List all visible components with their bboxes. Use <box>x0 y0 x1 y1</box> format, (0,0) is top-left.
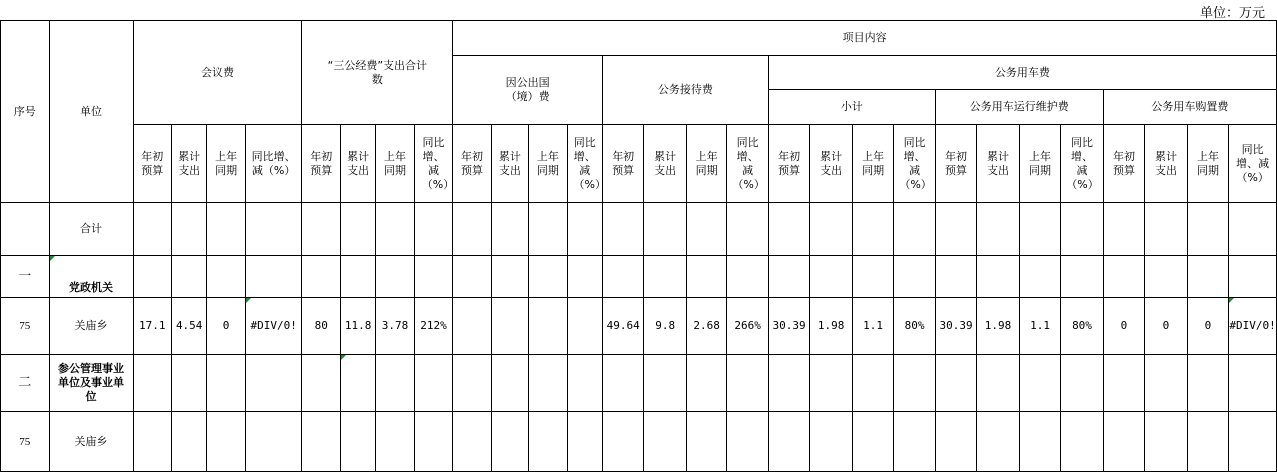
unit-label: 单位：万元 <box>1199 6 1265 21</box>
reception-header: 公务接待费 <box>602 56 768 125</box>
data-cell[interactable] <box>567 298 602 355</box>
comment-flag <box>1229 298 1234 303</box>
data-cell[interactable]: 17.1 <box>133 298 171 355</box>
abroad-header: 因公出国（境）费 <box>453 56 603 125</box>
col-cum: 累计支出 <box>340 125 375 203</box>
col-budget: 年初预算 <box>935 125 976 203</box>
col-prev: 上年同期 <box>1019 125 1060 203</box>
table-row <box>1 298 1277 355</box>
col-prev: 上年同期 <box>1187 125 1228 203</box>
data-cell[interactable]: 30.39 <box>768 298 809 355</box>
col-cum: 累计支出 <box>491 125 528 203</box>
unit-header-bar <box>0 0 1277 21</box>
data-cell[interactable]: 11.8 <box>340 298 375 355</box>
three-public-header: “三公经费”支出合计数 <box>302 21 453 125</box>
data-cell[interactable]: 0 <box>207 298 245 355</box>
seq-cell[interactable]: 一 <box>1 256 50 298</box>
data-cell[interactable]: 80% <box>1061 298 1103 355</box>
col-cum: 累计支出 <box>1145 125 1187 203</box>
col-prev: 上年同期 <box>852 125 893 203</box>
col-cum: 累计支出 <box>977 125 1019 203</box>
col-yoy: 同比增、减（%） <box>727 125 768 203</box>
vehicle-maint-header: 公务用车运行维护费 <box>935 90 1103 125</box>
data-cell[interactable]: 1.98 <box>977 298 1019 355</box>
data-cell[interactable]: 0 <box>1187 298 1228 355</box>
col-prev: 上年同期 <box>686 125 726 203</box>
seq-cell[interactable]: 二 <box>1 355 50 412</box>
meeting-header: 会议费 <box>133 21 302 125</box>
data-cell[interactable]: 3.78 <box>376 298 414 355</box>
col-yoy: 同比增、减（%） <box>1229 125 1277 203</box>
unit-name-cell[interactable]: 关庙乡 <box>49 412 133 472</box>
data-cell[interactable]: 49.64 <box>602 298 643 355</box>
col-budget: 年初预算 <box>133 125 171 203</box>
data-cell[interactable]: 4.54 <box>171 298 206 355</box>
table-row <box>1 412 1277 472</box>
col-budget: 年初预算 <box>302 125 340 203</box>
data-cell[interactable]: 0 <box>1145 298 1187 355</box>
seq-cell[interactable] <box>1 203 50 256</box>
data-cell[interactable] <box>453 298 491 355</box>
col-budget: 年初预算 <box>602 125 643 203</box>
col-prev: 上年同期 <box>376 125 414 203</box>
data-cell[interactable]: 1.1 <box>1019 298 1060 355</box>
table-row-public-units <box>1 355 1277 412</box>
party-label[interactable]: 党政机关 <box>49 256 133 298</box>
col-cum: 累计支出 <box>644 125 686 203</box>
col-yoy: 同比增、减（%） <box>1061 125 1103 203</box>
col-yoy: 同比增、减（%） <box>245 125 302 203</box>
seq-header: 序号 <box>1 21 50 203</box>
data-cell[interactable]: 2.68 <box>686 298 726 355</box>
col-yoy: 同比增、减（%） <box>414 125 452 203</box>
data-cell[interactable]: 9.8 <box>644 298 686 355</box>
data-cell[interactable]: 80 <box>302 298 340 355</box>
comment-flag <box>50 256 55 261</box>
table-row-total <box>1 203 1277 256</box>
data-cell[interactable]: 1.1 <box>852 298 893 355</box>
data-cell[interactable]: #DIV/0! <box>245 298 302 355</box>
col-prev: 上年同期 <box>529 125 567 203</box>
col-prev: 上年同期 <box>207 125 245 203</box>
data-cell[interactable]: #DIV/0! <box>1229 298 1277 355</box>
col-yoy: 同比增、减（%） <box>894 125 935 203</box>
seq-cell[interactable]: 75 <box>1 412 50 472</box>
col-budget: 年初预算 <box>1103 125 1144 203</box>
unit-name-cell[interactable]: 关庙乡 <box>49 298 133 355</box>
data-cell[interactable]: 212% <box>414 298 452 355</box>
data-cell[interactable]: 30.39 <box>935 298 976 355</box>
col-cum: 累计支出 <box>810 125 852 203</box>
vehicle-purchase-header: 公务用车购置费 <box>1103 90 1276 125</box>
data-cell[interactable]: 266% <box>727 298 768 355</box>
col-budget: 年初预算 <box>768 125 809 203</box>
col-budget: 年初预算 <box>453 125 491 203</box>
col-yoy: 同比增、减（%） <box>567 125 602 203</box>
col-cum: 累计支出 <box>171 125 206 203</box>
seq-cell[interactable]: 75 <box>1 298 50 355</box>
vehicle-header: 公务用车费 <box>768 56 1276 90</box>
data-cell[interactable]: 0 <box>1103 298 1144 355</box>
public-units-label[interactable]: 参公管理事业单位及事业单位 <box>49 355 133 412</box>
total-label[interactable]: 合计 <box>49 203 133 256</box>
project-content-header: 项目内容 <box>453 21 1277 56</box>
data-cell[interactable]: 80% <box>894 298 935 355</box>
expense-table <box>0 20 1277 472</box>
unit-header: 单位 <box>49 21 133 203</box>
data-cell[interactable] <box>491 298 528 355</box>
table-row-party <box>1 256 1277 298</box>
data-cell[interactable] <box>340 355 375 412</box>
comment-flag <box>246 298 251 303</box>
data-cell[interactable]: 1.98 <box>810 298 852 355</box>
data-cell[interactable] <box>529 298 567 355</box>
comment-flag <box>341 355 346 360</box>
subtotal-header: 小计 <box>768 90 935 125</box>
